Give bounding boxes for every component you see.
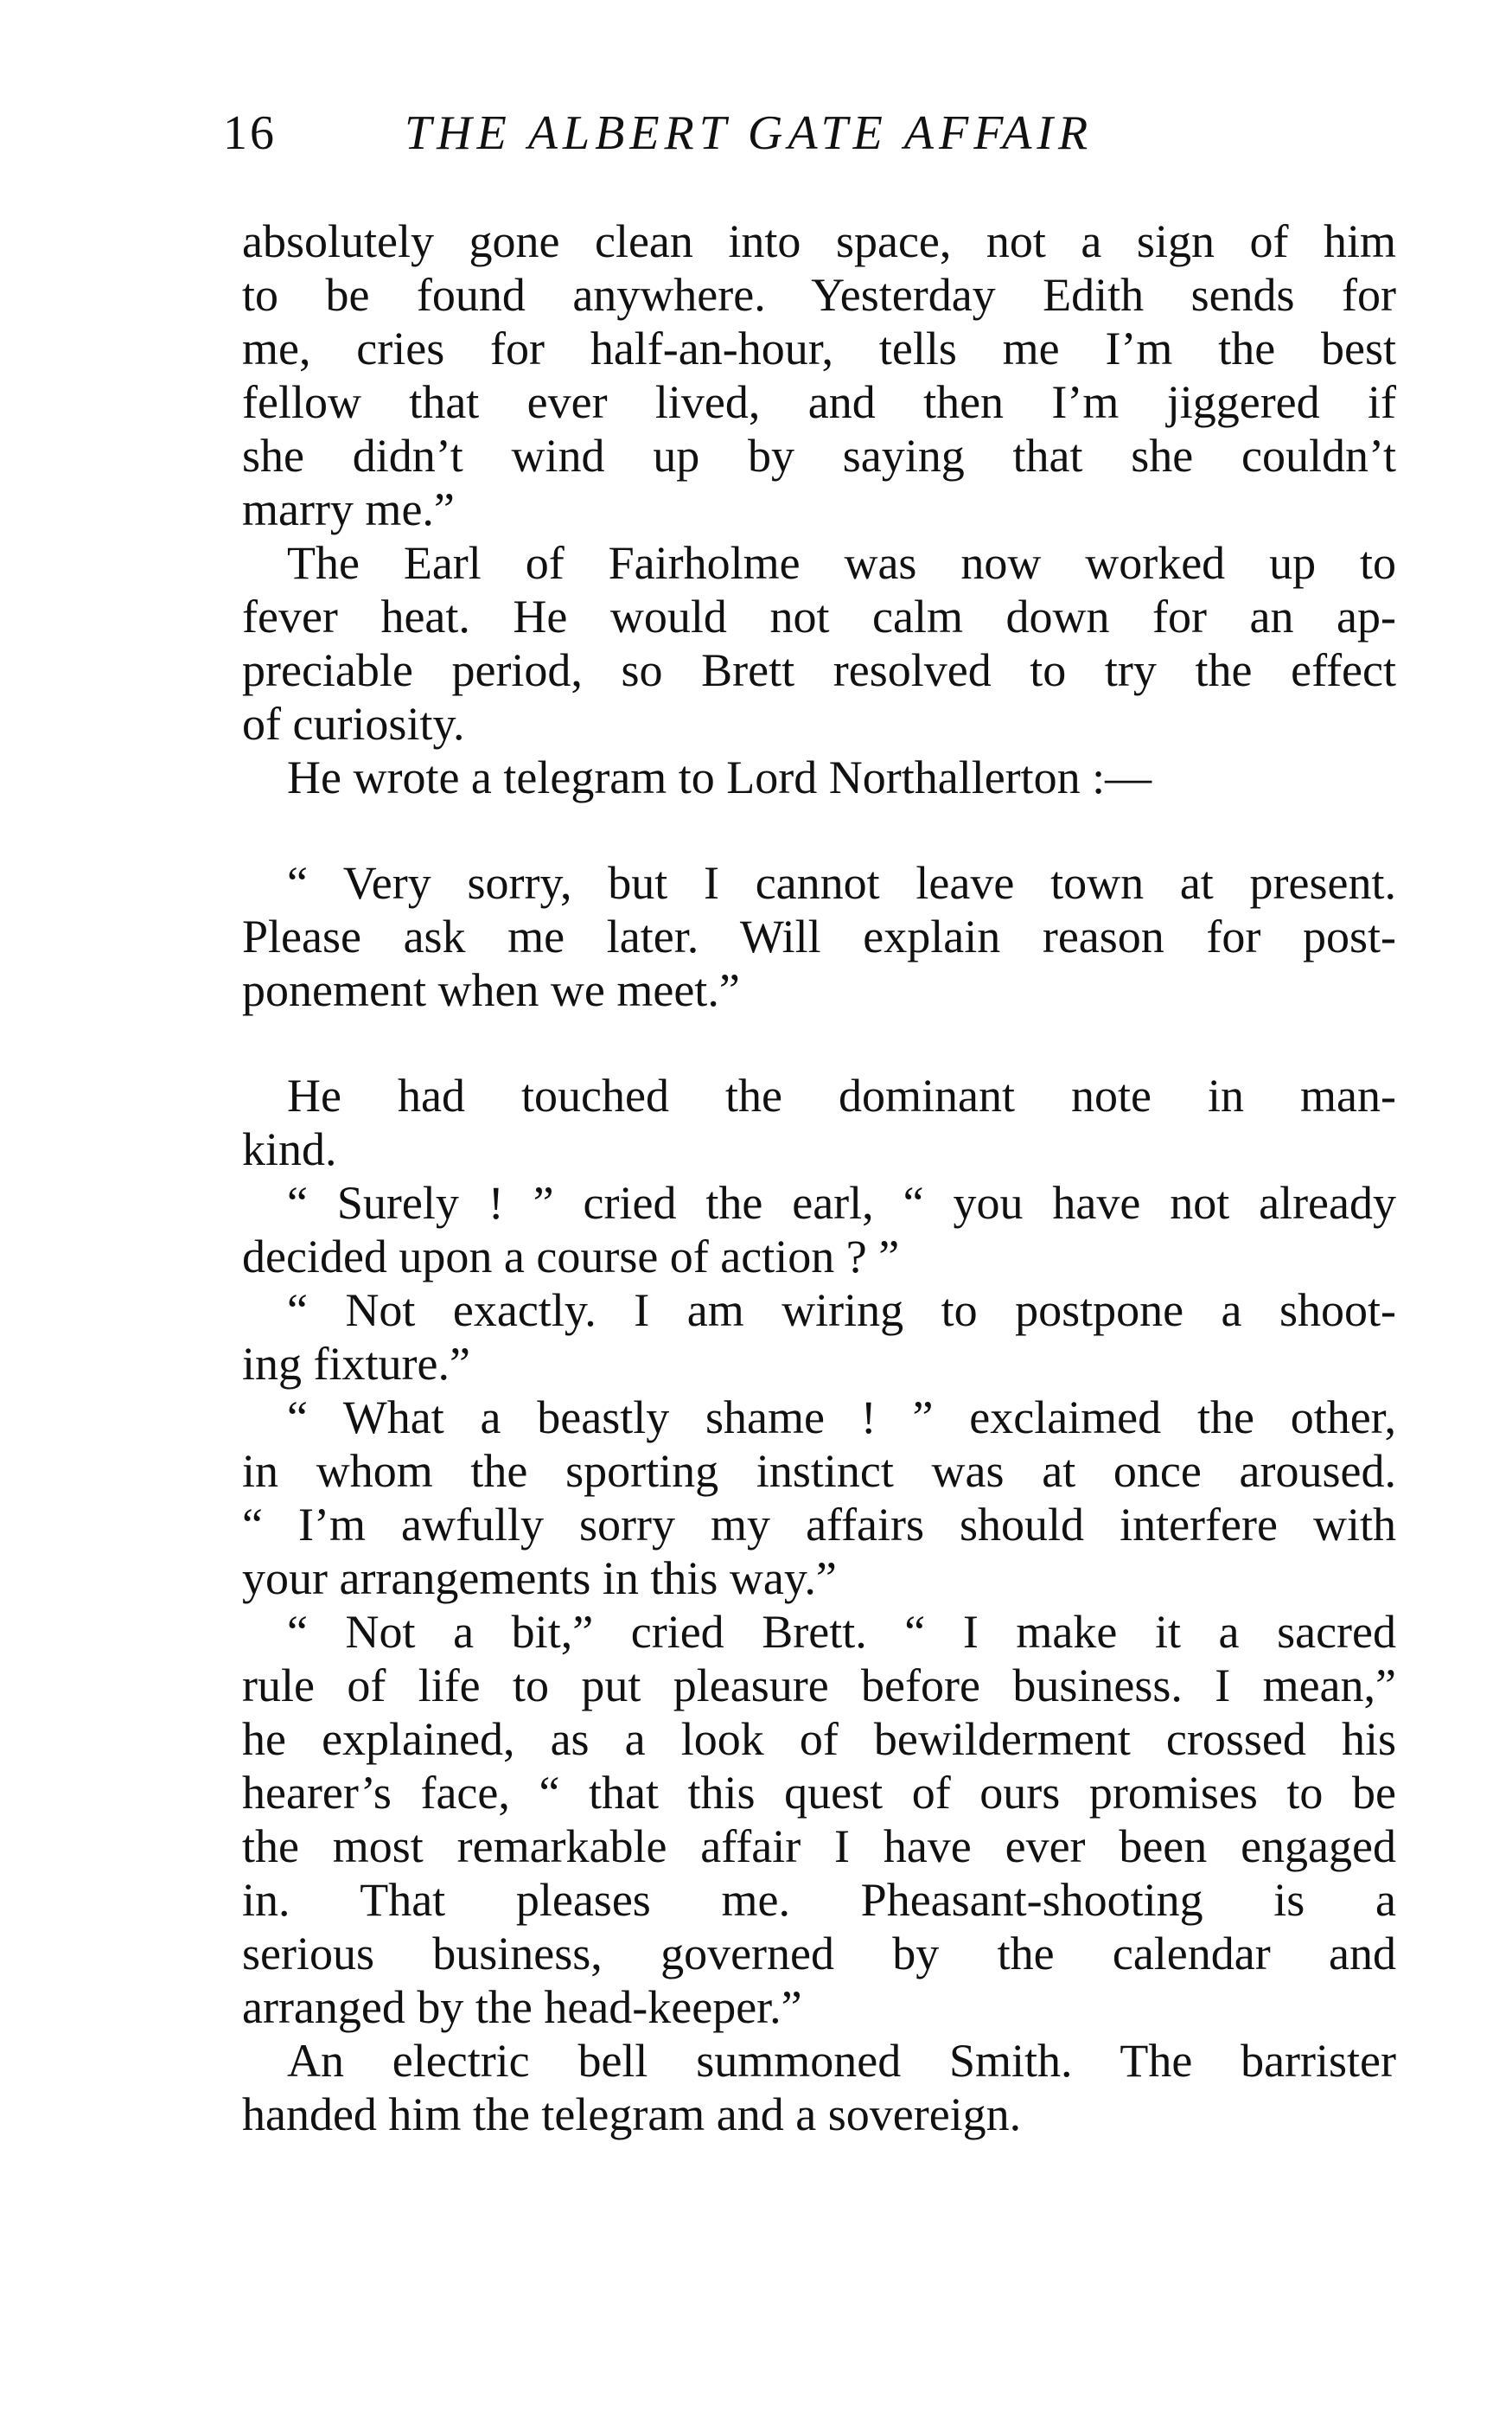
text-line: “ What a beastly shame ! ” exclaimed the other, bbox=[287, 1391, 1396, 1443]
text-line: in whom the sporting instinct was at once aroused. bbox=[242, 1445, 1396, 1497]
text-line: of curiosity. bbox=[242, 698, 465, 750]
text-line: me, cries for half-an-hour, tells me I’m the best bbox=[242, 323, 1396, 374]
text-line: “ I’m awfully sorry my affairs should interfere with bbox=[242, 1499, 1396, 1551]
text-line: “ Not exactly. I am wiring to postpone a shoot- bbox=[287, 1284, 1396, 1336]
text-line: absolutely gone clean into space, not a sign of him bbox=[242, 215, 1396, 267]
running-title: THE ALBERT GATE AFFAIR bbox=[405, 106, 1094, 160]
text-line: “ Not a bit,” cried Brett. “ I make it a sacred bbox=[287, 1606, 1396, 1658]
text-line: He wrote a telegram to Lord Northallerton :— bbox=[287, 751, 1152, 803]
text-line: hearer’s face, “ that this quest of ours promises to be bbox=[242, 1767, 1396, 1819]
text-line: marry me.” bbox=[242, 483, 455, 535]
text-line: “ Surely ! ” cried the earl, “ you have not already bbox=[287, 1177, 1396, 1229]
text-line: he explained, as a look of bewilderment crossed his bbox=[242, 1713, 1396, 1765]
text-line: fellow that ever lived, and then I’m jiggered if bbox=[242, 376, 1396, 428]
text-line: arranged by the head-keeper.” bbox=[242, 1981, 802, 2033]
text-line: preciable period, so Brett resolved to try the effect bbox=[242, 644, 1396, 696]
text-line: ing fixture.” bbox=[242, 1338, 470, 1390]
page-number: 16 bbox=[223, 106, 277, 160]
page-header bbox=[223, 106, 1226, 175]
text-line: kind. bbox=[242, 1123, 337, 1175]
text-line: The Earl of Fairholme was now worked up to bbox=[287, 537, 1396, 589]
text-line: the most remarkable affair I have ever been engaged bbox=[242, 1820, 1396, 1872]
text-line: He had touched the dominant note in man- bbox=[287, 1070, 1396, 1122]
text-line: to be found anywhere. Yesterday Edith sends for bbox=[242, 269, 1396, 321]
text-line: rule of life to put pleasure before business. I mean,” bbox=[242, 1659, 1396, 1711]
text-line: she didn’t wind up by saying that she couldn’t bbox=[242, 430, 1396, 482]
text-line: handed him the telegram and a sovereign. bbox=[242, 2088, 1022, 2140]
text-line: your arrangements in this way.” bbox=[242, 1552, 837, 1604]
text-line: in. That pleases me. Pheasant-shooting is a bbox=[242, 1874, 1396, 1926]
text-line: decided upon a course of action ? ” bbox=[242, 1231, 900, 1282]
telegram-line: “ Very sorry, but I cannot leave town at present. bbox=[287, 857, 1396, 909]
telegram-line: Please ask me later. Will explain reason for post- bbox=[242, 911, 1396, 962]
text-line: An electric bell summoned Smith. The barrister bbox=[287, 2035, 1396, 2087]
telegram-line: ponement when we meet.” bbox=[242, 964, 740, 1016]
text-line: fever heat. He would not calm down for an ap- bbox=[242, 591, 1396, 643]
text-line: serious business, governed by the calendar and bbox=[242, 1928, 1396, 1979]
